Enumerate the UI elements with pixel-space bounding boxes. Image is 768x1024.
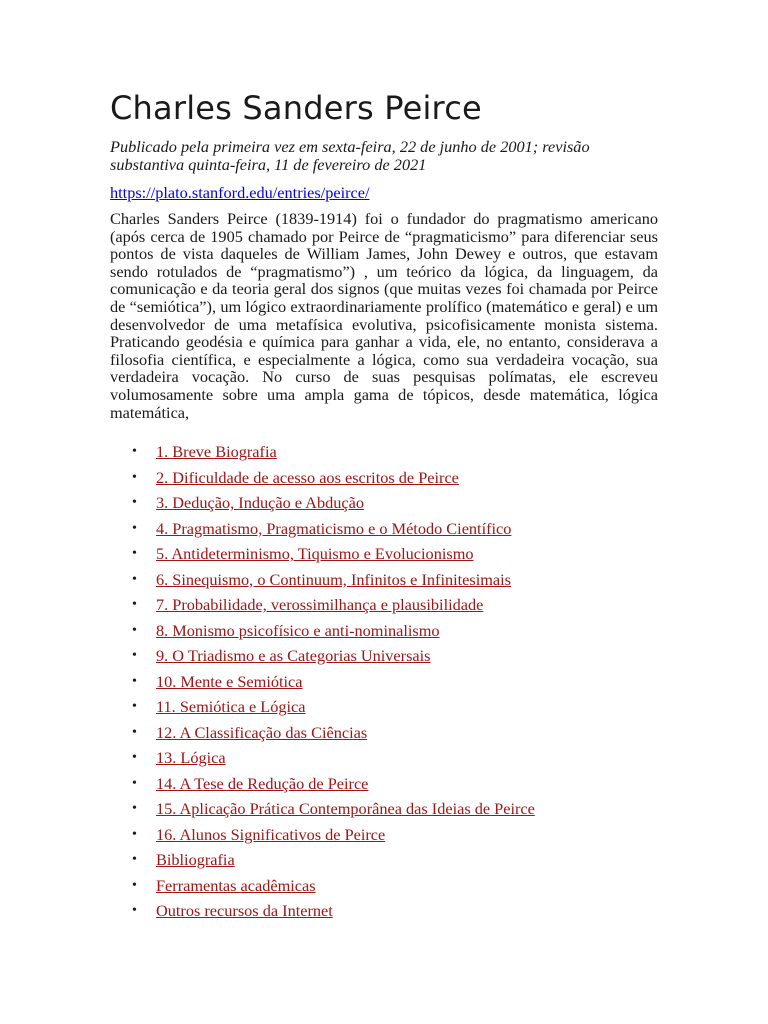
- toc-link-pragmatismo[interactable]: 4. Pragmatismo, Pragmaticismo e o Método Científico: [156, 518, 512, 538]
- toc-item: [110, 592, 658, 618]
- bullet-icon: •: [132, 750, 137, 766]
- toc-link-logica[interactable]: 13. Lógica: [156, 748, 226, 768]
- toc-link-ferramentas-academicas[interactable]: Ferramentas acadêmicas: [156, 875, 316, 895]
- source-url-link[interactable]: https://plato.stanford.edu/entries/peirce/: [110, 183, 370, 202]
- toc-link-tese-de-reducao[interactable]: 14. A Tese de Redução de Peirce: [156, 773, 369, 793]
- toc-item: [110, 745, 658, 771]
- publication-info: [110, 138, 658, 174]
- toc-link-outros-recursos[interactable]: Outros recursos da Internet: [156, 901, 333, 921]
- bullet-icon: •: [132, 546, 137, 562]
- toc-link-alunos-significativos[interactable]: 16. Alunos Significativos de Peirce: [156, 824, 386, 844]
- bullet-icon: •: [132, 903, 137, 919]
- bullet-icon: •: [132, 444, 137, 460]
- toc-item: [110, 490, 658, 516]
- source-url-row: [110, 184, 658, 202]
- toc-item: [110, 465, 658, 491]
- toc-item: [110, 873, 658, 899]
- article: [110, 86, 658, 924]
- toc-item: [110, 516, 658, 542]
- page-title: Charles Sanders Peirce: [110, 89, 482, 127]
- bullet-icon: •: [132, 699, 137, 715]
- bullet-icon: •: [132, 622, 137, 638]
- bullet-icon: •: [132, 826, 137, 842]
- toc-item: [110, 822, 658, 848]
- toc-link-breve-biografia[interactable]: 1. Breve Biografia: [156, 442, 277, 462]
- bullet-icon: •: [132, 801, 137, 817]
- toc-item: [110, 567, 658, 593]
- bullet-icon: •: [132, 724, 137, 740]
- bullet-icon: •: [132, 520, 137, 536]
- toc-link-bibliografia[interactable]: Bibliografia: [156, 850, 235, 870]
- toc-link-monismo-psicofisico[interactable]: 8. Monismo psicofísico e anti-nominalismo: [156, 620, 440, 640]
- lead-paragraph: Charles Sanders Peirce (1839-1914) foi o fundador do pragmatismo americano (após cerca de 1905 chamado por Peirce de “pragmaticismo” para diferenciar seus pontos de vista daqueles de William James, John Dewey e outros, que estavam sendo rotulados de “pragmatismo”) , um teórico da lógica, da linguagem, da comunicação e da teoria geral dos signos (que muitas vezes foi chamada por Peirce de “semiótica”), um lógico extraordinariamente prolífico (matemático e geral) e um desenvolvedor de uma metafísica evolutiva, psicofisicamente monista sistema. Praticando geodésia e química para ganhar a vida, ele, no entanto, considerava a filosofia científica, e especialmente a lógica, como sua verdadeira vocação, sua verdadeira vocação. No curso de suas pesquisas polímatas, ele escreveu volumosamente sobre uma ampla gama de tópicos, desde matemática, lógica matemática,: [110, 209, 658, 422]
- toc-item: [110, 847, 658, 873]
- toc-link-aplicacao-pratica[interactable]: 15. Aplicação Prática Contemporânea das Ideias de Peirce: [156, 799, 535, 819]
- toc-link-deducao-inducao-abducao[interactable]: 3. Dedução, Indução e Abdução: [156, 493, 364, 513]
- bullet-icon: •: [132, 597, 137, 613]
- toc-item: [110, 796, 658, 822]
- toc-item: [110, 439, 658, 465]
- toc-item: [110, 898, 658, 924]
- bullet-icon: •: [132, 852, 137, 868]
- toc-link-mente-e-semiotica[interactable]: 10. Mente e Semiótica: [156, 671, 303, 691]
- toc-item: [110, 669, 658, 695]
- toc-link-probabilidade[interactable]: 7. Probabilidade, verossimilhança e plausibilidade: [156, 595, 484, 615]
- toc-item: [110, 771, 658, 797]
- toc-link-classificacao-das-ciencias[interactable]: 12. A Classificação das Ciências: [156, 722, 368, 742]
- publication-info-line-2: substantiva quinta-feira, 11 de fevereiro de 2021: [110, 155, 427, 174]
- toc-link-semiotica-e-logica[interactable]: 11. Semiótica e Lógica: [156, 697, 306, 717]
- toc-item: [110, 643, 658, 669]
- toc-link-sinequismo[interactable]: 6. Sinequismo, o Continuum, Infinitos e Infinitesimais: [156, 569, 512, 589]
- bullet-icon: •: [132, 648, 137, 664]
- bullet-icon: •: [132, 877, 137, 893]
- toc-item: [110, 720, 658, 746]
- toc-link-dificuldade-de-acesso[interactable]: 2. Dificuldade de acesso aos escritos de Peirce: [156, 467, 459, 487]
- table-of-contents: [110, 439, 658, 924]
- publication-info-line-1: Publicado pela primeira vez em sexta-feira, 22 de junho de 2001; revisão: [110, 137, 590, 156]
- bullet-icon: •: [132, 571, 137, 587]
- toc-link-triadismo[interactable]: 9. O Triadismo e as Categorias Universais: [156, 646, 431, 666]
- toc-item: [110, 618, 658, 644]
- toc-item: [110, 541, 658, 567]
- bullet-icon: •: [132, 775, 137, 791]
- bullet-icon: •: [132, 673, 137, 689]
- bullet-icon: •: [132, 469, 137, 485]
- toc-item: [110, 694, 658, 720]
- toc-link-antideterminismo[interactable]: 5. Antideterminismo, Tiquismo e Evolucionismo: [156, 544, 474, 564]
- bullet-icon: •: [132, 495, 137, 511]
